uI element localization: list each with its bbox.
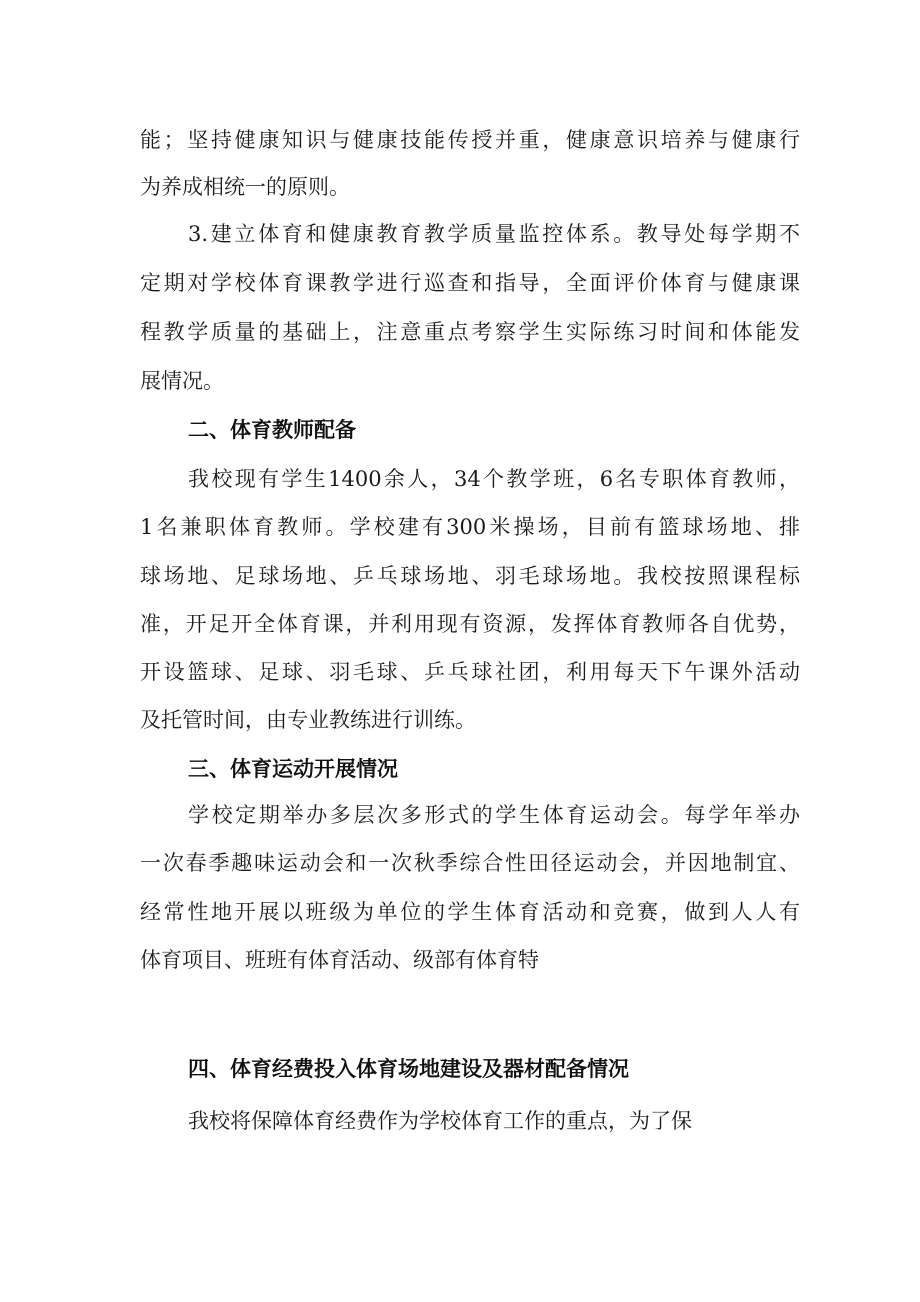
paragraph-line: 展情况。 xyxy=(140,369,224,393)
paragraph-line: 球场地、足球场地、乒乓球场地、羽毛球场地。我校按照课程标 xyxy=(140,564,800,588)
paragraph-line: 能；坚持健康知识与健康技能传授并重，健康意识培养与健康行 xyxy=(140,128,800,152)
paragraph-line: 定期对学校体育课教学进行巡查和指导，全面评价体育与健康课 xyxy=(140,271,800,295)
paragraph-line: 开设篮球、足球、羽毛球、乒乓球社团，利用每天下午课外活动 xyxy=(140,660,800,684)
paragraph-line: 程教学质量的基础上，注意重点考察学生实际练习时间和体能发 xyxy=(140,320,800,344)
paragraph-line: 学校定期举办多层次多形式的学生体育运动会。每学年举办 xyxy=(188,803,800,827)
paragraph-line: 我校将保障体育经费作为学校体育工作的重点，为了保 xyxy=(188,1109,692,1133)
section-heading: 二、体育教师配备 xyxy=(188,418,356,442)
paragraph-line: 一次春季趣味运动会和一次秋季综合性田径运动会，并因地制宜、 xyxy=(140,851,800,875)
paragraph-line: 为养成相统一的原则。 xyxy=(140,175,350,199)
paragraph-line: 1名兼职体育教师。学校建有300米操场，目前有篮球场地、排 xyxy=(140,515,800,539)
section-heading: 四、体育经费投入体育场地建设及器材配备情况 xyxy=(188,1057,629,1081)
paragraph-line: 及托管时间，由专业教练进行训练。 xyxy=(140,708,476,732)
paragraph-line: 经常性地开展以班级为单位的学生体育活动和竞赛，做到人人有 xyxy=(140,900,800,924)
section-heading: 三、体育运动开展情况 xyxy=(188,757,398,781)
paragraph-line: 3.建立体育和健康教育教学质量监控体系。教导处每学期不 xyxy=(188,222,800,246)
paragraph-line: 我校现有学生1400余人，34个教学班，6名专职体育教师， xyxy=(188,467,800,491)
paragraph-line: 准，开足开全体育课，并利用现有资源，发挥体育教师各自优势， xyxy=(140,612,800,636)
paragraph-line: 体育项目、班班有体育活动、级部有体育特 xyxy=(140,948,539,972)
